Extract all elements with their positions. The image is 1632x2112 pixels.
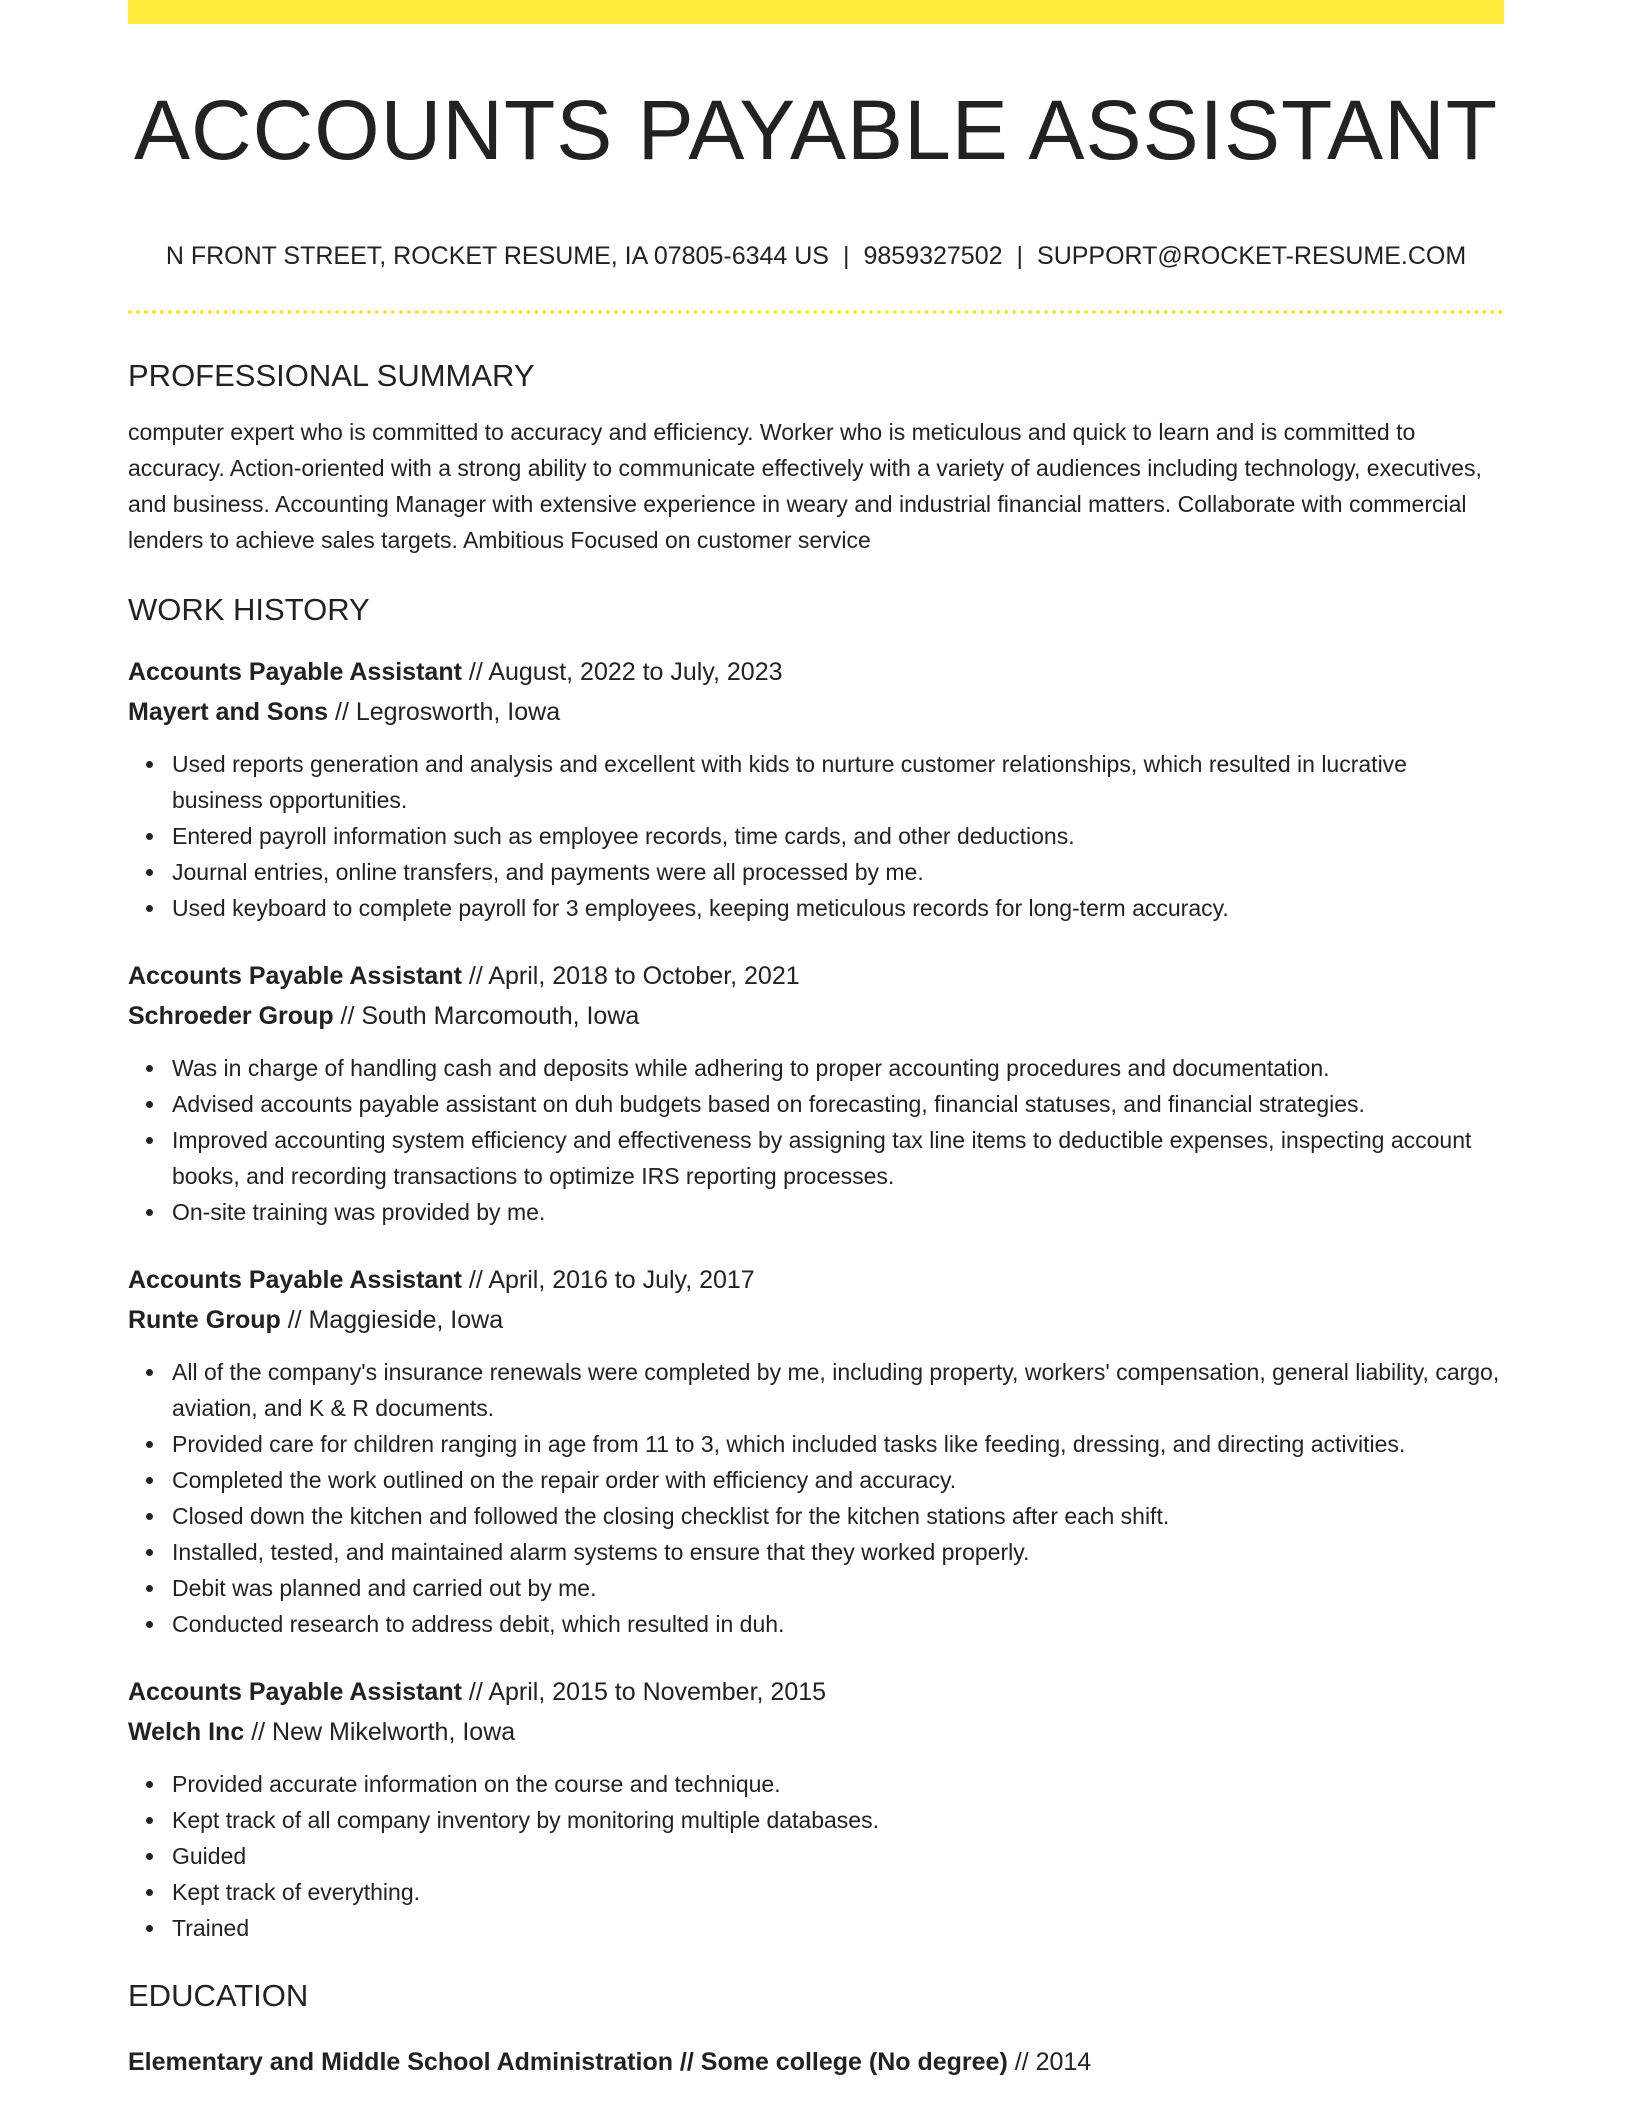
job-dates: // April, 2015 to November, 2015 — [461, 1678, 827, 1706]
job-role: Accounts Payable Assistant — [128, 1678, 462, 1706]
job-entry — [128, 956, 1504, 1230]
job-title-line — [128, 1260, 1504, 1300]
dotted-divider — [128, 310, 1504, 314]
job-bullet-item: Guided — [172, 1838, 1504, 1874]
job-bullet-item: Completed the work outlined on the repair order with efficiency and accuracy. — [172, 1462, 1504, 1498]
job-bullet-item: Journal entries, online transfers, and payments were all processed by me. — [172, 854, 1504, 890]
job-bullets — [128, 1766, 1504, 1946]
contact-email: SUPPORT@ROCKET-RESUME.COM — [1037, 242, 1467, 270]
education-year: // 2014 — [1007, 2048, 1092, 2076]
job-company-line — [128, 996, 1504, 1036]
job-company-line — [128, 1300, 1504, 1340]
job-bullet-item: Advised accounts payable assistant on duh budgets based on forecasting, financial statuses, and financial strategies. — [172, 1086, 1504, 1122]
job-company: Schroeder Group — [128, 1002, 334, 1030]
job-bullets — [128, 1050, 1504, 1230]
job-bullet-item: Closed down the kitchen and followed the closing checklist for the kitchen stations after each shift. — [172, 1498, 1504, 1534]
resume-title: ACCOUNTS PAYABLE ASSISTANT — [133, 83, 1499, 177]
contact-line — [128, 240, 1504, 272]
job-bullet-item: Used reports generation and analysis and excellent with kids to nurture customer relationships, which resulted in lucrative business opportunities. — [172, 746, 1504, 818]
job-role: Accounts Payable Assistant — [128, 962, 462, 990]
contact-separator: | — [842, 242, 850, 270]
job-bullet-item: Installed, tested, and maintained alarm systems to ensure that they worked properly. — [172, 1534, 1504, 1570]
job-bullet-item: Kept track of all company inventory by monitoring multiple databases. — [172, 1802, 1504, 1838]
summary-heading: PROFESSIONAL SUMMARY — [128, 358, 535, 393]
job-title-line — [128, 652, 1504, 692]
work-history-list — [128, 652, 1504, 1946]
education-degree: Elementary and Middle School Administration // Some college (No degree) — [128, 2048, 1008, 2076]
job-bullet-item: On-site training was provided by me. — [172, 1194, 1504, 1230]
job-company-line — [128, 692, 1504, 732]
job-bullet-item: Provided care for children ranging in age from 11 to 3, which included tasks like feeding, dressing, and directing activities. — [172, 1426, 1504, 1462]
job-bullet-item: Was in charge of handling cash and deposits while adhering to proper accounting procedures and documentation. — [172, 1050, 1504, 1086]
job-bullet-item: Improved accounting system efficiency and effectiveness by assigning tax line items to deductible expenses, inspecting account books, and recording transactions to optimize IRS reporting processes. — [172, 1122, 1504, 1194]
job-title-line — [128, 956, 1504, 996]
job-location: // Maggieside, Iowa — [280, 1306, 504, 1334]
resume-page — [128, 0, 1504, 2082]
job-bullet-item: Conducted research to address debit, which resulted in duh. — [172, 1606, 1504, 1642]
summary-text: computer expert who is committed to accuracy and efficiency. Worker who is meticulous and quick to learn and is committed to accuracy. Action-oriented with a strong ability to communicate effectively with a variety of audiences including technology, executives, and business. Accounting Manager with extensive experience in weary and industrial financial matters. Collaborate with commercial lenders to achieve sales targets. Ambitious Focused on customer service — [128, 419, 1482, 553]
job-bullet-item: All of the company's insurance renewals were completed by me, including property, workers' compensation, general liability, cargo, aviation, and K & R documents. — [172, 1354, 1504, 1426]
job-role: Accounts Payable Assistant — [128, 1266, 462, 1294]
job-bullet-item: Used keyboard to complete payroll for 3 employees, keeping meticulous records for long-term accuracy. — [172, 890, 1504, 926]
contact-address: N FRONT STREET, ROCKET RESUME, IA 07805-6344 US — [165, 242, 829, 270]
job-location: // Legrosworth, Iowa — [328, 698, 561, 726]
job-bullet-item: Entered payroll information such as employee records, time cards, and other deductions. — [172, 818, 1504, 854]
job-entry — [128, 652, 1504, 926]
job-bullet-item: Provided accurate information on the course and technique. — [172, 1766, 1504, 1802]
job-location: // New Mikelworth, Iowa — [244, 1718, 516, 1746]
job-company-line — [128, 1712, 1504, 1752]
education-heading: EDUCATION — [128, 1978, 309, 2013]
job-bullets — [128, 746, 1504, 926]
job-role: Accounts Payable Assistant — [128, 658, 462, 686]
job-dates: // April, 2016 to July, 2017 — [461, 1266, 755, 1294]
contact-separator: | — [1016, 242, 1024, 270]
job-company: Mayert and Sons — [128, 698, 329, 726]
contact-phone: 9859327502 — [863, 242, 1003, 270]
job-location: // South Marcomouth, Iowa — [333, 1002, 640, 1030]
job-dates: // August, 2022 to July, 2023 — [461, 658, 783, 686]
job-bullet-item: Trained — [172, 1910, 1504, 1946]
job-entry — [128, 1260, 1504, 1642]
job-dates: // April, 2018 to October, 2021 — [461, 962, 800, 990]
job-company: Welch Inc — [128, 1718, 245, 1746]
job-bullet-item: Debit was planned and carried out by me. — [172, 1570, 1504, 1606]
job-company: Runte Group — [128, 1306, 281, 1334]
work-history-heading: WORK HISTORY — [128, 592, 370, 627]
job-bullets — [128, 1354, 1504, 1642]
job-bullet-item: Kept track of everything. — [172, 1874, 1504, 1910]
education-entry — [128, 2042, 1504, 2082]
accent-top-bar — [128, 0, 1504, 24]
job-title-line — [128, 1672, 1504, 1712]
job-entry — [128, 1672, 1504, 1946]
